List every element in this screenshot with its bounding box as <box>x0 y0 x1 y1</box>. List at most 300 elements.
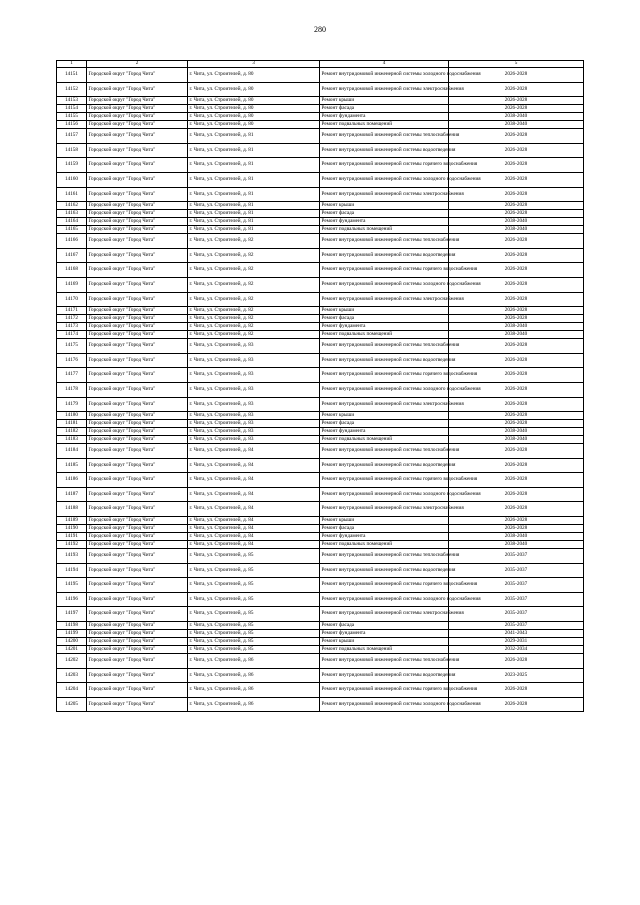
row-number-cell: 14187 <box>57 487 87 502</box>
period-cell: 2026-2028 <box>449 202 584 210</box>
municipality-cell: Городской округ "Город Чита" <box>87 121 188 129</box>
row-number-cell: 14155 <box>57 113 87 121</box>
work-type-cell: Ремонт крыши <box>320 307 449 315</box>
address-cell: г. Чита, ул. Строителей, д. 82 <box>188 331 320 339</box>
row-number-cell: 14183 <box>57 436 87 444</box>
municipality-cell: Городской округ "Город Чита" <box>87 158 188 173</box>
municipality-cell: Городской округ "Город Чита" <box>87 412 188 420</box>
period-cell: 2035-2037 <box>449 563 584 578</box>
period-cell: 2026-2028 <box>449 654 584 669</box>
municipality-cell: Городской округ "Город Чита" <box>87 248 188 263</box>
municipality-cell: Городской округ "Город Чита" <box>87 187 188 202</box>
table-row <box>57 158 584 173</box>
work-type-cell: Ремонт внутридомовой инженерной системы холодного водоснабжения <box>320 277 449 292</box>
table-row <box>57 331 584 339</box>
address-cell: г. Чита, ул. Строителей, д. 85 <box>188 646 320 654</box>
work-type-cell: Ремонт внутридомовой инженерной системы горячего водоснабжения <box>320 368 449 383</box>
period-cell: 2026-2028 <box>449 444 584 459</box>
period-cell: 2026-2028 <box>449 412 584 420</box>
period-cell: 2026-2028 <box>449 68 584 83</box>
table-row <box>57 339 584 354</box>
work-type-cell: Ремонт внутридомовой инженерной системы холодного водоснабжения <box>320 592 449 607</box>
table-row <box>57 622 584 630</box>
period-cell: 2026-2028 <box>449 397 584 412</box>
municipality-cell: Городской округ "Город Чита" <box>87 129 188 144</box>
municipality-cell: Городской округ "Город Чита" <box>87 307 188 315</box>
address-cell: г. Чита, ул. Строителей, д. 84 <box>188 473 320 488</box>
address-cell: г. Чита, ул. Строителей, д. 85 <box>188 622 320 630</box>
table-row <box>57 428 584 436</box>
work-type-cell: Ремонт внутридомовой инженерной системы холодного водоснабжения <box>320 697 449 712</box>
address-cell: г. Чита, ул. Строителей, д. 81 <box>188 226 320 234</box>
table-row <box>57 607 584 622</box>
row-number-cell: 14200 <box>57 638 87 646</box>
row-number-cell: 14164 <box>57 218 87 226</box>
row-number-cell: 14203 <box>57 668 87 683</box>
period-cell: 2023-2025 <box>449 668 584 683</box>
municipality-cell: Городской округ "Город Чита" <box>87 654 188 669</box>
work-type-cell: Ремонт фундамента <box>320 113 449 121</box>
address-cell: г. Чита, ул. Строителей, д. 81 <box>188 202 320 210</box>
work-type-cell: Ремонт подвальных помещений <box>320 436 449 444</box>
table-row <box>57 397 584 412</box>
work-type-cell: Ремонт внутридомовой инженерной системы теплоснабжения <box>320 339 449 354</box>
table-row <box>57 105 584 113</box>
row-number-cell: 14199 <box>57 630 87 638</box>
period-cell: 2035-2037 <box>449 549 584 564</box>
municipality-cell: Городской округ "Город Чита" <box>87 331 188 339</box>
table-row <box>57 436 584 444</box>
period-cell: 2026-2028 <box>449 187 584 202</box>
work-type-cell: Ремонт крыши <box>320 97 449 105</box>
work-type-cell: Ремонт фасада <box>320 315 449 323</box>
work-type-cell: Ремонт внутридомовой инженерной системы электроснабжения <box>320 397 449 412</box>
address-cell: г. Чита, ул. Строителей, д. 84 <box>188 444 320 459</box>
row-number-cell: 14189 <box>57 517 87 525</box>
row-number-cell: 14204 <box>57 683 87 698</box>
municipality-cell: Городской округ "Город Чита" <box>87 292 188 307</box>
work-type-cell: Ремонт крыши <box>320 638 449 646</box>
period-cell: 2026-2028 <box>449 697 584 712</box>
row-number-cell: 14168 <box>57 263 87 278</box>
address-cell: г. Чита, ул. Строителей, д. 85 <box>188 549 320 564</box>
row-number-cell: 14163 <box>57 210 87 218</box>
table-row <box>57 668 584 683</box>
work-type-cell: Ремонт крыши <box>320 412 449 420</box>
table-row <box>57 113 584 121</box>
municipality-cell: Городской округ "Город Чита" <box>87 339 188 354</box>
row-number-cell: 14152 <box>57 82 87 97</box>
period-cell: 2026-2028 <box>449 315 584 323</box>
work-type-cell: Ремонт внутридомовой инженерной системы холодного водоснабжения <box>320 382 449 397</box>
period-cell: 2035-2037 <box>449 607 584 622</box>
address-cell: г. Чита, ул. Строителей, д. 82 <box>188 307 320 315</box>
period-cell: 2026-2028 <box>449 339 584 354</box>
table-row <box>57 82 584 97</box>
municipality-cell: Городской округ "Город Чита" <box>87 541 188 549</box>
row-number-cell: 14154 <box>57 105 87 113</box>
row-number-cell: 14184 <box>57 444 87 459</box>
work-type-cell: Ремонт фасада <box>320 420 449 428</box>
work-type-cell: Ремонт крыши <box>320 517 449 525</box>
period-cell: 2035-2037 <box>449 578 584 593</box>
work-type-cell: Ремонт подвальных помещений <box>320 121 449 129</box>
table-row <box>57 382 584 397</box>
address-cell: г. Чита, ул. Строителей, д. 83 <box>188 412 320 420</box>
period-cell: 2026-2028 <box>449 502 584 517</box>
column-header: 5 <box>449 61 584 68</box>
period-cell: 2026-2028 <box>449 292 584 307</box>
period-cell: 2026-2028 <box>449 158 584 173</box>
table-row <box>57 549 584 564</box>
address-cell: г. Чита, ул. Строителей, д. 80 <box>188 97 320 105</box>
table-row <box>57 444 584 459</box>
work-type-cell: Ремонт внутридомовой инженерной системы электроснабжения <box>320 82 449 97</box>
work-type-cell: Ремонт внутридомовой инженерной системы водоотведения <box>320 143 449 158</box>
municipality-cell: Городской округ "Город Чита" <box>87 210 188 218</box>
municipality-cell: Городской округ "Город Чита" <box>87 323 188 331</box>
municipality-cell: Городской округ "Город Чита" <box>87 607 188 622</box>
period-cell: 2026-2028 <box>449 248 584 263</box>
municipality-cell: Городской округ "Город Чита" <box>87 525 188 533</box>
municipality-cell: Городской округ "Город Чита" <box>87 218 188 226</box>
work-type-cell: Ремонт внутридомовой инженерной системы водоотведения <box>320 458 449 473</box>
period-cell: 2026-2028 <box>449 420 584 428</box>
work-type-cell: Ремонт внутридомовой инженерной системы электроснабжения <box>320 502 449 517</box>
municipality-cell: Городской округ "Город Чита" <box>87 172 188 187</box>
table-row <box>57 226 584 234</box>
period-cell: 2026-2028 <box>449 143 584 158</box>
period-cell: 2026-2028 <box>449 517 584 525</box>
municipality-cell: Городской округ "Город Чита" <box>87 397 188 412</box>
row-number-cell: 14202 <box>57 654 87 669</box>
period-cell: 2026-2028 <box>449 487 584 502</box>
row-number-cell: 14162 <box>57 202 87 210</box>
municipality-cell: Городской округ "Город Чита" <box>87 234 188 249</box>
table-row <box>57 172 584 187</box>
address-cell: г. Чита, ул. Строителей, д. 81 <box>188 143 320 158</box>
table-row <box>57 592 584 607</box>
work-type-cell: Ремонт внутридомовой инженерной системы водоотведения <box>320 248 449 263</box>
table-row <box>57 578 584 593</box>
period-cell: 2026-2028 <box>449 353 584 368</box>
municipality-cell: Городской округ "Город Чита" <box>87 549 188 564</box>
table-row <box>57 218 584 226</box>
period-cell: 2026-2028 <box>449 458 584 473</box>
municipality-cell: Городской округ "Город Чита" <box>87 638 188 646</box>
repair-schedule-table <box>56 60 584 712</box>
period-cell: 2032-2034 <box>449 646 584 654</box>
municipality-cell: Городской округ "Город Чита" <box>87 105 188 113</box>
work-type-cell: Ремонт внутридомовой инженерной системы теплоснабжения <box>320 129 449 144</box>
table-row <box>57 121 584 129</box>
address-cell: г. Чита, ул. Строителей, д. 81 <box>188 218 320 226</box>
work-type-cell: Ремонт внутридомовой инженерной системы горячего водоснабжения <box>320 263 449 278</box>
municipality-cell: Городской округ "Город Чита" <box>87 630 188 638</box>
table-row <box>57 97 584 105</box>
row-number-cell: 14169 <box>57 277 87 292</box>
address-cell: г. Чита, ул. Строителей, д. 82 <box>188 248 320 263</box>
work-type-cell: Ремонт крыши <box>320 202 449 210</box>
address-cell: г. Чита, ул. Строителей, д. 84 <box>188 541 320 549</box>
address-cell: г. Чита, ул. Строителей, д. 85 <box>188 638 320 646</box>
table-row <box>57 263 584 278</box>
period-cell: 2026-2028 <box>449 473 584 488</box>
work-type-cell: Ремонт внутридомовой инженерной системы горячего водоснабжения <box>320 683 449 698</box>
table-row <box>57 412 584 420</box>
municipality-cell: Городской округ "Город Чита" <box>87 263 188 278</box>
row-number-cell: 14179 <box>57 397 87 412</box>
municipality-cell: Городской округ "Город Чита" <box>87 517 188 525</box>
row-number-cell: 14156 <box>57 121 87 129</box>
address-cell: г. Чита, ул. Строителей, д. 86 <box>188 654 320 669</box>
municipality-cell: Городской округ "Город Чита" <box>87 502 188 517</box>
period-cell: 2038-2040 <box>449 331 584 339</box>
table-row <box>57 368 584 383</box>
address-cell: г. Чита, ул. Строителей, д. 81 <box>188 187 320 202</box>
address-cell: г. Чита, ул. Строителей, д. 80 <box>188 105 320 113</box>
address-cell: г. Чита, ул. Строителей, д. 83 <box>188 436 320 444</box>
row-number-cell: 14195 <box>57 578 87 593</box>
table-row <box>57 541 584 549</box>
row-number-cell: 14185 <box>57 458 87 473</box>
municipality-cell: Городской округ "Город Чита" <box>87 436 188 444</box>
row-number-cell: 14172 <box>57 315 87 323</box>
table-row <box>57 187 584 202</box>
table-row <box>57 487 584 502</box>
municipality-cell: Городской округ "Город Чита" <box>87 473 188 488</box>
work-type-cell: Ремонт фасада <box>320 525 449 533</box>
row-number-cell: 14171 <box>57 307 87 315</box>
row-number-cell: 14173 <box>57 323 87 331</box>
work-type-cell: Ремонт фасада <box>320 105 449 113</box>
period-cell: 2026-2028 <box>449 683 584 698</box>
table-row <box>57 248 584 263</box>
table-row <box>57 234 584 249</box>
row-number-cell: 14182 <box>57 428 87 436</box>
address-cell: г. Чита, ул. Строителей, д. 82 <box>188 315 320 323</box>
row-number-cell: 14196 <box>57 592 87 607</box>
table-row <box>57 517 584 525</box>
row-number-cell: 14153 <box>57 97 87 105</box>
work-type-cell: Ремонт внутридомовой инженерной системы холодного водоснабжения <box>320 68 449 83</box>
work-type-cell: Ремонт внутридомовой инженерной системы электроснабжения <box>320 292 449 307</box>
row-number-cell: 14197 <box>57 607 87 622</box>
address-cell: г. Чита, ул. Строителей, д. 84 <box>188 533 320 541</box>
table-row <box>57 277 584 292</box>
address-cell: г. Чита, ул. Строителей, д. 85 <box>188 630 320 638</box>
work-type-cell: Ремонт внутридомовой инженерной системы электроснабжения <box>320 187 449 202</box>
table-header-row <box>57 61 584 68</box>
row-number-cell: 14157 <box>57 129 87 144</box>
row-number-cell: 14192 <box>57 541 87 549</box>
address-cell: г. Чита, ул. Строителей, д. 85 <box>188 578 320 593</box>
period-cell: 2026-2028 <box>449 210 584 218</box>
row-number-cell: 14158 <box>57 143 87 158</box>
address-cell: г. Чита, ул. Строителей, д. 83 <box>188 420 320 428</box>
address-cell: г. Чита, ул. Строителей, д. 82 <box>188 277 320 292</box>
municipality-cell: Городской округ "Город Чита" <box>87 113 188 121</box>
row-number-cell: 14190 <box>57 525 87 533</box>
work-type-cell: Ремонт фундамента <box>320 630 449 638</box>
row-number-cell: 14161 <box>57 187 87 202</box>
work-type-cell: Ремонт внутридомовой инженерной системы горячего водоснабжения <box>320 578 449 593</box>
table-row <box>57 315 584 323</box>
address-cell: г. Чита, ул. Строителей, д. 86 <box>188 683 320 698</box>
table-body <box>57 68 584 712</box>
work-type-cell: Ремонт фасада <box>320 210 449 218</box>
period-cell: 2038-2040 <box>449 121 584 129</box>
table-row <box>57 292 584 307</box>
municipality-cell: Городской округ "Город Чита" <box>87 353 188 368</box>
row-number-cell: 14167 <box>57 248 87 263</box>
period-cell: 2026-2028 <box>449 382 584 397</box>
table-row <box>57 533 584 541</box>
address-cell: г. Чита, ул. Строителей, д. 83 <box>188 353 320 368</box>
address-cell: г. Чита, ул. Строителей, д. 84 <box>188 458 320 473</box>
table-row <box>57 210 584 218</box>
work-type-cell: Ремонт внутридомовой инженерной системы горячего водоснабжения <box>320 158 449 173</box>
period-cell: 2026-2028 <box>449 234 584 249</box>
municipality-cell: Городской округ "Город Чита" <box>87 68 188 83</box>
period-cell: 2035-2037 <box>449 622 584 630</box>
work-type-cell: Ремонт подвальных помещений <box>320 226 449 234</box>
municipality-cell: Городской округ "Город Чита" <box>87 82 188 97</box>
period-cell: 2038-2040 <box>449 218 584 226</box>
table-row <box>57 202 584 210</box>
work-type-cell: Ремонт фундамента <box>320 323 449 331</box>
period-cell: 2038-2040 <box>449 428 584 436</box>
municipality-cell: Городской округ "Город Чита" <box>87 97 188 105</box>
row-number-cell: 14188 <box>57 502 87 517</box>
table-row <box>57 323 584 331</box>
address-cell: г. Чита, ул. Строителей, д. 83 <box>188 397 320 412</box>
row-number-cell: 14170 <box>57 292 87 307</box>
table-row <box>57 420 584 428</box>
row-number-cell: 14177 <box>57 368 87 383</box>
row-number-cell: 14160 <box>57 172 87 187</box>
table-row <box>57 143 584 158</box>
table-row <box>57 646 584 654</box>
period-cell: 2026-2028 <box>449 307 584 315</box>
address-cell: г. Чита, ул. Строителей, д. 83 <box>188 382 320 397</box>
municipality-cell: Городской округ "Город Чита" <box>87 202 188 210</box>
address-cell: г. Чита, ул. Строителей, д. 81 <box>188 158 320 173</box>
table-row <box>57 353 584 368</box>
table-row <box>57 525 584 533</box>
row-number-cell: 14174 <box>57 331 87 339</box>
municipality-cell: Городской округ "Город Чита" <box>87 646 188 654</box>
period-cell: 2026-2028 <box>449 82 584 97</box>
period-cell: 2026-2028 <box>449 129 584 144</box>
address-cell: г. Чита, ул. Строителей, д. 84 <box>188 525 320 533</box>
address-cell: г. Чита, ул. Строителей, д. 81 <box>188 210 320 218</box>
municipality-cell: Городской округ "Город Чита" <box>87 533 188 541</box>
municipality-cell: Городской округ "Город Чита" <box>87 368 188 383</box>
municipality-cell: Городской округ "Город Чита" <box>87 143 188 158</box>
table-row <box>57 630 584 638</box>
work-type-cell: Ремонт внутридомовой инженерной системы водоотведения <box>320 353 449 368</box>
municipality-cell: Городской округ "Город Чита" <box>87 277 188 292</box>
municipality-cell: Городской округ "Город Чита" <box>87 458 188 473</box>
row-number-cell: 14175 <box>57 339 87 354</box>
period-cell: 2026-2028 <box>449 277 584 292</box>
row-number-cell: 14186 <box>57 473 87 488</box>
period-cell: 2026-2028 <box>449 105 584 113</box>
work-type-cell: Ремонт подвальных помещений <box>320 331 449 339</box>
column-header: 1 <box>57 61 87 68</box>
address-cell: г. Чита, ул. Строителей, д. 80 <box>188 121 320 129</box>
address-cell: г. Чита, ул. Строителей, д. 82 <box>188 263 320 278</box>
row-number-cell: 14151 <box>57 68 87 83</box>
address-cell: г. Чита, ул. Строителей, д. 84 <box>188 487 320 502</box>
table-row <box>57 129 584 144</box>
row-number-cell: 14191 <box>57 533 87 541</box>
period-cell: 2026-2028 <box>449 172 584 187</box>
municipality-cell: Городской округ "Город Чита" <box>87 563 188 578</box>
work-type-cell: Ремонт фасада <box>320 622 449 630</box>
work-type-cell: Ремонт внутридомовой инженерной системы электроснабжения <box>320 607 449 622</box>
table-row <box>57 563 584 578</box>
period-cell: 2029-2031 <box>449 638 584 646</box>
row-number-cell: 14166 <box>57 234 87 249</box>
address-cell: г. Чита, ул. Строителей, д. 82 <box>188 292 320 307</box>
work-type-cell: Ремонт фундамента <box>320 428 449 436</box>
address-cell: г. Чита, ул. Строителей, д. 86 <box>188 668 320 683</box>
table-row <box>57 458 584 473</box>
period-cell: 2026-2028 <box>449 525 584 533</box>
period-cell: 2038-2040 <box>449 436 584 444</box>
work-type-cell: Ремонт фундамента <box>320 218 449 226</box>
work-type-cell: Ремонт внутридомовой инженерной системы холодного водоснабжения <box>320 172 449 187</box>
address-cell: г. Чита, ул. Строителей, д. 84 <box>188 517 320 525</box>
work-type-cell: Ремонт внутридомовой инженерной системы теплоснабжения <box>320 549 449 564</box>
work-type-cell: Ремонт подвальных помещений <box>320 646 449 654</box>
address-cell: г. Чита, ул. Строителей, д. 80 <box>188 113 320 121</box>
address-cell: г. Чита, ул. Строителей, д. 85 <box>188 607 320 622</box>
page-number: 280 <box>314 25 326 34</box>
row-number-cell: 14194 <box>57 563 87 578</box>
municipality-cell: Городской округ "Город Чита" <box>87 420 188 428</box>
work-type-cell: Ремонт фундамента <box>320 533 449 541</box>
work-type-cell: Ремонт внутридомовой инженерной системы горячего водоснабжения <box>320 473 449 488</box>
table-row <box>57 697 584 712</box>
column-header: 3 <box>188 61 320 68</box>
municipality-cell: Городской округ "Город Чита" <box>87 622 188 630</box>
municipality-cell: Городской округ "Город Чита" <box>87 382 188 397</box>
table-row <box>57 307 584 315</box>
period-cell: 2038-2040 <box>449 113 584 121</box>
address-cell: г. Чита, ул. Строителей, д. 86 <box>188 697 320 712</box>
period-cell: 2038-2040 <box>449 323 584 331</box>
row-number-cell: 14201 <box>57 646 87 654</box>
municipality-cell: Городской округ "Город Чита" <box>87 487 188 502</box>
address-cell: г. Чита, ул. Строителей, д. 81 <box>188 172 320 187</box>
work-type-cell: Ремонт внутридомовой инженерной системы теплоснабжения <box>320 654 449 669</box>
table-row <box>57 683 584 698</box>
address-cell: г. Чита, ул. Строителей, д. 81 <box>188 129 320 144</box>
table-row <box>57 638 584 646</box>
address-cell: г. Чита, ул. Строителей, д. 83 <box>188 428 320 436</box>
municipality-cell: Городской округ "Город Чита" <box>87 683 188 698</box>
municipality-cell: Городской округ "Город Чита" <box>87 592 188 607</box>
municipality-cell: Городской округ "Город Чита" <box>87 428 188 436</box>
row-number-cell: 14159 <box>57 158 87 173</box>
work-type-cell: Ремонт внутридомовой инженерной системы холодного водоснабжения <box>320 487 449 502</box>
period-cell: 2038-2040 <box>449 226 584 234</box>
period-cell: 2038-2040 <box>449 533 584 541</box>
address-cell: г. Чита, ул. Строителей, д. 83 <box>188 339 320 354</box>
